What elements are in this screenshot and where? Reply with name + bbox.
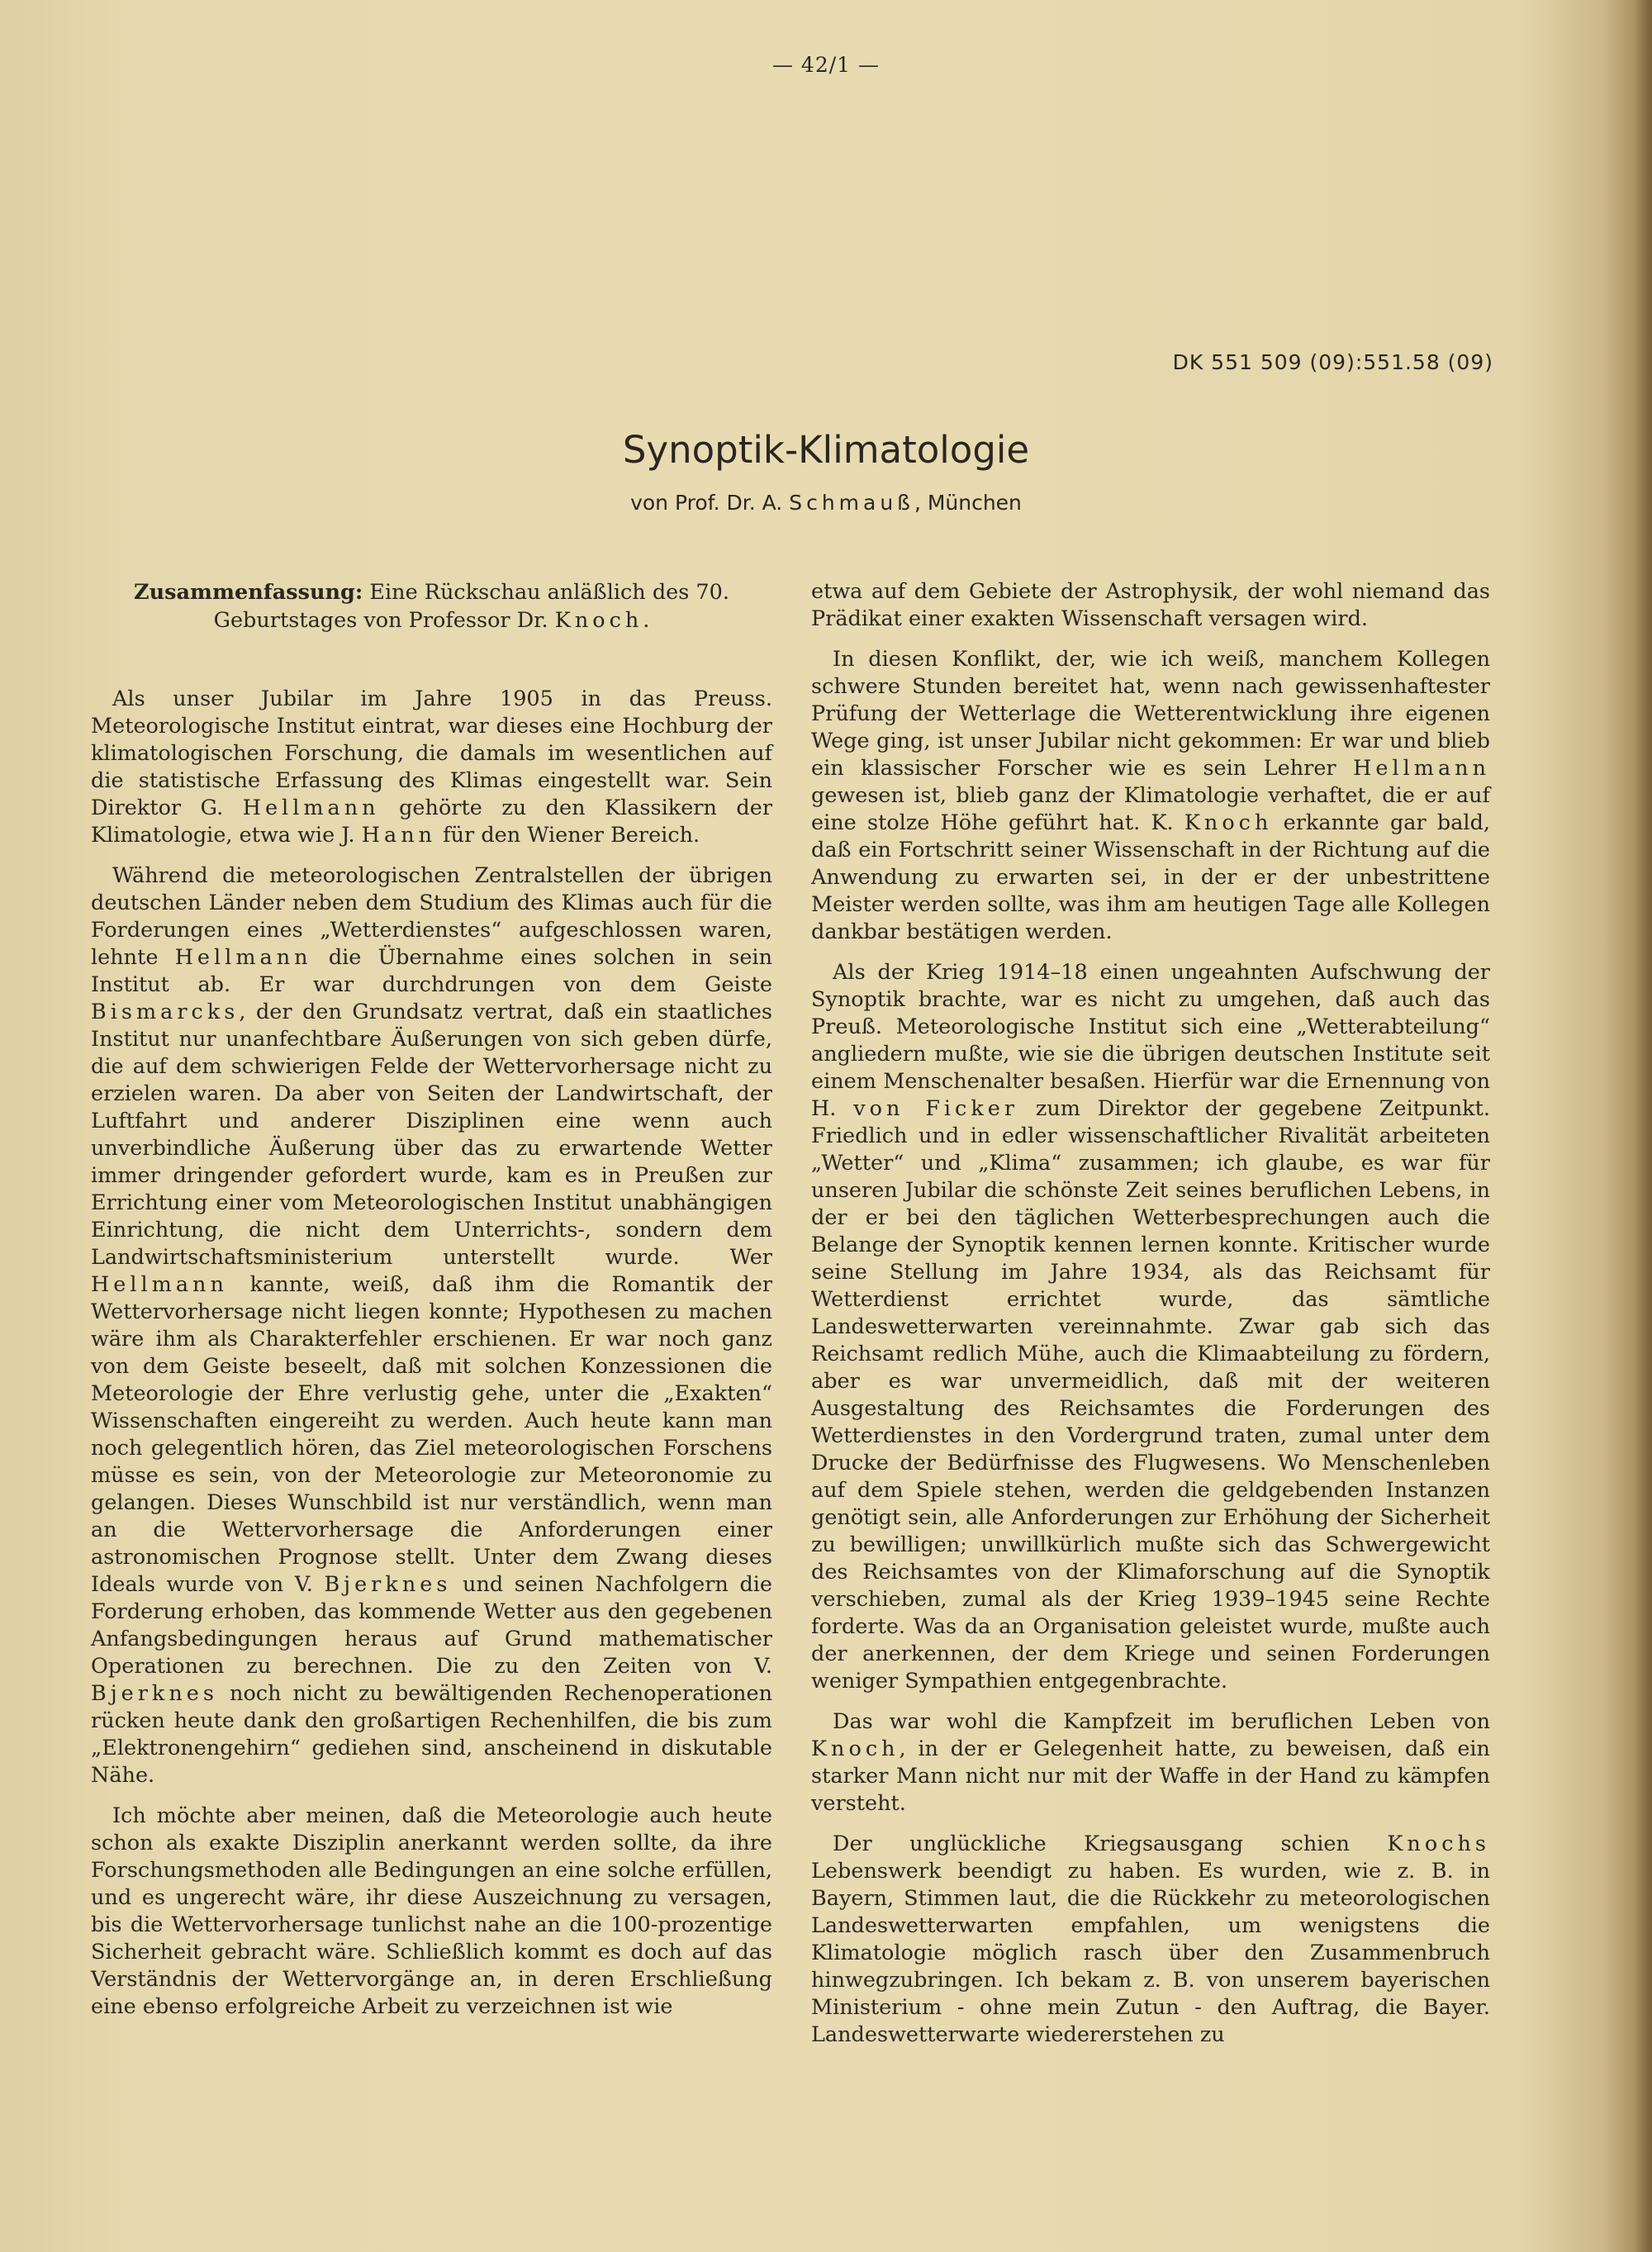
paragraph	[811, 646, 1490, 946]
author-name: Schmauß	[789, 491, 914, 515]
left-column	[91, 578, 772, 2034]
text: und seinen Nachfolgern die Forderung erhoben, das kommende Wetter aus den gegebenen Anfangsbedingungen heraus auf Grund mathematischer Operationen zu berechnen. Die zu den Zeiten von V.	[91, 1572, 773, 1679]
text: kannte, weiß, daß ihm die Romantik der Wettervorhersage nicht liegen konnte; Hypothesen zu machen wäre ihm als Charakterfehler erschienen. Er war noch ganz von dem Geiste beseelt, daß mit solchen Konzessionen die Meteorologie der Ehre verlustig gehe, unter die „Exakten“ Wissenschaften eingereiht zu werden. Auch heute kann man noch gelegentlich hören, das Ziel meteorologischen Forschens müsse es sein, von der Meteorologie zur Meteoronomie zu gelangen. Dieses Wunschbild ist nur verständlich, wenn man an die Wettervorhersage die Anforderungen einer astronomischen Prognose stellt. Unter dem Zwang dieses Ideals wurde von V.	[91, 1272, 773, 1597]
spaced-name: Knochs	[1387, 1832, 1490, 1856]
summary-text: Eine Rückschau anläßlich des 70. Geburtstages von Professor Dr.	[213, 580, 729, 633]
text: Der unglückliche Kriegsausgang schien	[833, 1832, 1350, 1856]
spaced-name: Hellmann	[174, 945, 312, 970]
text: Während die meteorologischen Zentralstellen der übrigen deutschen Länder neben dem Studium des Klimas auch für die Forderungen eines „Wetterdienstes“ aufgeschlossen waren, lehnte	[91, 863, 772, 970]
byline-suffix: , München	[914, 491, 1022, 515]
spaced-name: Knoch	[1184, 810, 1273, 835]
right-column	[811, 578, 1490, 2062]
summary-name: Knoch	[554, 608, 643, 633]
text: Als unser Jubilar im Jahre 1905 in das Preuss. Meteorologische Institut eintrat, war dieses eine Hochburg der klimatologischen Forschung, die damals im wesentlichen auf die statistische Erfassung des Klimas eingestellt war. Sein Direktor G.	[91, 687, 772, 820]
spaced-name: Hellmann	[242, 796, 380, 820]
text: gehörte zu den Klassikern der Klimatologie, etwa wie J.	[91, 796, 773, 848]
text: gewesen ist, blieb ganz der Klimatologie verhaftet, die er auf eine stolze Höhe geführt hat. K.	[811, 783, 1490, 835]
paragraph	[811, 1708, 1490, 1817]
spaced-name: Bismarcks	[91, 1000, 240, 1024]
spaced-name: Bjerknes	[91, 1681, 218, 1706]
text: die Übernahme eines solchen in sein Institut ab. Er war durchdrungen von dem Geiste	[91, 945, 772, 997]
byline-prefix: von Prof. Dr. A.	[630, 491, 783, 515]
paragraph	[91, 686, 772, 849]
text: noch nicht zu bewältigenden Rechenoperationen rücken heute dank den großartigen Rechenhilfen, die bis zum „Elektronengehirn“ gediehen sind, anscheinend in diskutable Nähe.	[91, 1681, 772, 1788]
summary-end: .	[643, 608, 650, 633]
page-number: — 42/1 —	[771, 53, 881, 77]
paragraph: Ich möchte aber meinen, daß die Meteorologie auch heute schon als exakte Disziplin anerkannt werden sollte, da ihre Forschungsmethoden alle Bedingungen an eine solche erfüllen, und es ungerecht wäre, ihr diese Auszeichnung zu versagen, bis die Wettervorhersage tunlichst nahe an die 100-prozentige Sicherheit gebracht wäre. Schließlich kommt es doch auf das Verständnis der Wettervorgänge an, in deren Erschließung eine ebenso erfolgreiche Arbeit zu verzeichnen ist wie	[91, 1803, 772, 2019]
page-edge-shadow	[1634, 0, 1652, 2252]
text: Lebenswerk beendigt zu haben. Es wurden, wie z. B. in Bayern, Stimmen laut, die die Rückkehr zu meteorologischen Landeswetterwarten empfahlen, um wenigstens die Klimatologie möglich rasch über den Zusammenbruch hinwegzubringen. Ich bekam z. B. von unserem bayerischen Ministerium - ohne mein Zutun - den Auftrag, die Bayer. Landeswetterwarte wiedererstehen zu	[811, 1859, 1490, 2047]
summary-label: Zusammenfassung:	[134, 580, 363, 605]
paragraph	[811, 959, 1490, 1695]
text: erkannte gar bald, daß ein Fortschritt seiner Wissenschaft in der Richtung auf die Anwendung zu erwarten sei, in der er der unbestrittene Meister werden sollte, was ihm am heutigen Tage alle Kollegen dankbar bestätigen werden.	[811, 810, 1491, 944]
text: Als der Krieg 1914–18 einen ungeahnten Aufschwung der Synoptik brachte, war es nicht zu umgehen, daß auch das Preuß. Meteorologische Institut sich eine „Wetterabteilung“ angliedern mußte, wie sie die übrigen deutschen Institute seit einem Menschenalter besaßen. Hierfür war die Ernennung von H.	[811, 960, 1490, 1121]
text: , in der er Gelegenheit hatte, zu beweisen, daß ein starker Mann nicht nur mit der Waffe in der Hand zu kämpfen versteht.	[811, 1737, 1490, 1816]
spaced-name: Hellmann	[91, 1272, 228, 1297]
text: zum Direktor der gegebene Zeitpunkt. Friedlich und in edler wissenschaftlicher Rivalität arbeiteten „Wetter“ und „Klima“ zusammen; ich glaube, es war für unseren Jubilar die schönste Zeit seines beruflichen Lebens, in der er bei den täglichen Wetterbesprechungen auch die Belange der Synoptik kennen lernen konnte. Kritischer wurde seine Stellung im Jahre 1934, als das Reichsamt für Wetterdienst errichtet wurde, das sämtliche Landeswetterwarten vereinnahmte. Zwar gab sich das Reichsamt redlich Mühe, auch die Klimaabteilung zu fördern, aber es war unvermeidlich, daß mit der weiteren Ausgestaltung des Reichsamtes die Forderungen des Wetterdienstes in den Vordergrund traten, zumal unter dem Drucke der Bedürfnisse des Flugwesens. Wo Menschenleben auf dem Spiele stehen, werden die geldgebenden Instanzen genötigt sein, alle Anforderungen zur Erhöhung der Sicherheit zu bewilligen; unwillkürlich mußte sich das Schwergewicht des Reichsamtes von der Klimaforschung auf die Synoptik verschieben, zumal als der Krieg 1939–1945 seine Rechte forderte. Was da an Organisation geleistet wurde, mußte auch der anerkennen, der dem Kriege und seinen Forderungen weniger Sympathien entgegenbrachte.	[811, 1096, 1490, 1694]
text: , der den Grundsatz vertrat, daß ein staatliches Institut nur unanfechtbare Äußerungen von sich geben dürfe, die auf dem schwierigen Felde der Wettervorhersage nicht zu erzielen waren. Da aber von Seiten der Landwirtschaft, der Luftfahrt und anderer Disziplinen eine wenn auch unverbindliche Äußerung über das zu erwartende Wetter immer dringender gefordert wurde, kam es in Preußen zur Errichtung einer vom Meteorologischen Institut unabhängigen Einrichtung, die nicht dem Unterrichts-, sondern dem Landwirtschaftsministerium unterstellt wurde. Wer	[91, 1000, 772, 1270]
paragraph	[811, 1831, 1490, 2049]
paragraph	[91, 862, 772, 1789]
text: für den Wiener Bereich.	[443, 823, 700, 848]
article-title: Synoptik-Klimatologie	[622, 428, 1030, 473]
dk-classification-code: DK 551 509 (09):551.58 (09)	[1172, 350, 1493, 374]
spaced-name: Knoch	[811, 1737, 900, 1761]
spaced-name: Hellmann	[1353, 756, 1491, 781]
spaced-name: von Ficker	[853, 1096, 1019, 1121]
spaced-name: Bjerknes	[324, 1572, 452, 1597]
spaced-name: Hann	[361, 823, 437, 848]
paragraph: etwa auf dem Gebiete der Astrophysik, der wohl niemand das Prädikat einer exakten Wissenschaft versagen wird.	[811, 579, 1490, 631]
summary	[91, 578, 772, 634]
text: Das war wohl die Kampfzeit im beruflichen Leben von	[833, 1709, 1490, 1734]
text: In diesen Konflikt, der, wie ich weiß, manchem Kollegen schwere Stunden bereitet hat, wenn nach gewissenhaftester Prüfung der Wetterlage die Wetterentwicklung ihre eigenen Wege ging, ist unser Jubilar nicht gekommen: Er war und blieb ein klassischer Forscher wie es sein Lehrer	[811, 647, 1490, 781]
byline	[0, 491, 1652, 515]
